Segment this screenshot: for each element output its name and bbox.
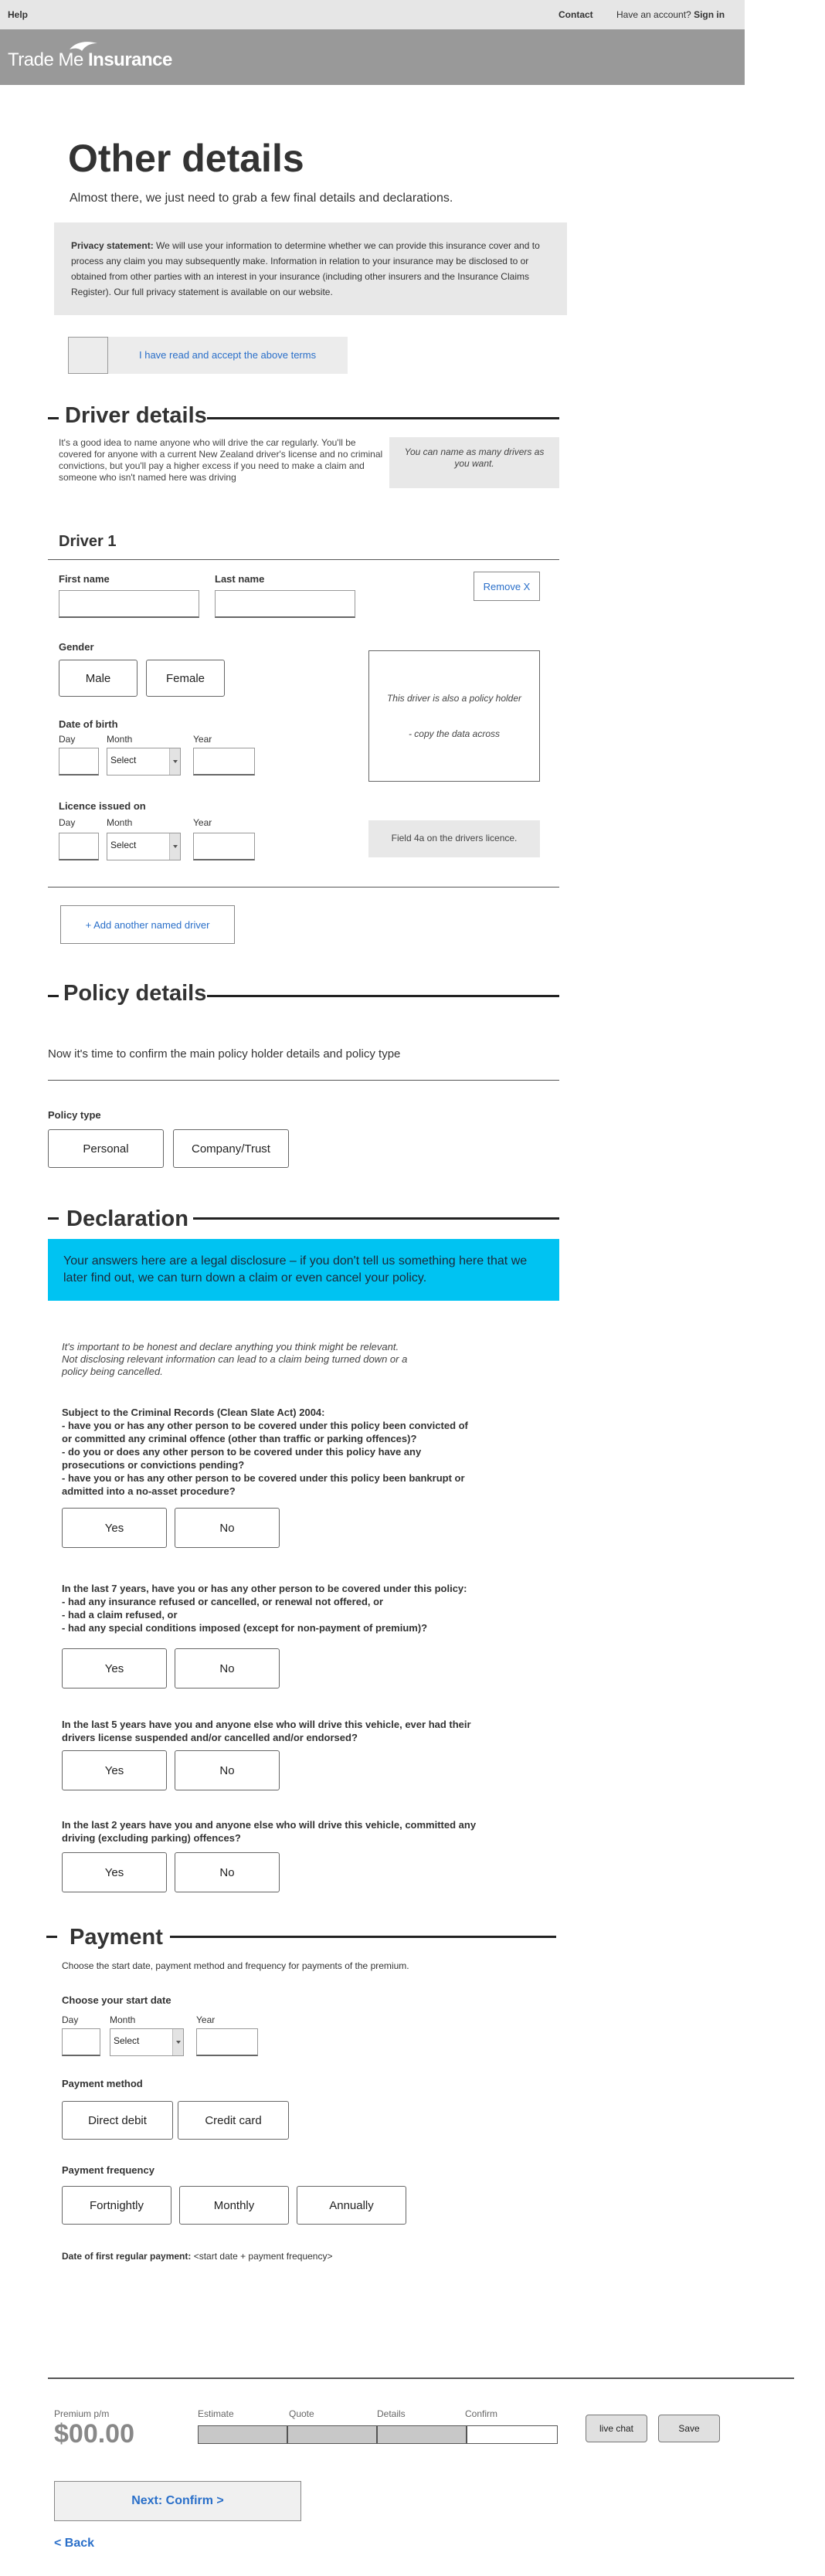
step-estimate-label: Estimate [198, 2408, 234, 2419]
declaration-section-title: Declaration [66, 1207, 188, 1231]
question-driving-offences [62, 1818, 476, 1845]
payment-method-label: Payment method [62, 2078, 143, 2089]
policy-type-label: Policy type [48, 1109, 101, 1121]
legal-disclosure-banner: Your answers here are a legal disclosure – if you don't tell us something here that we later find out, we can turn down a claim or even cancel your policy. [48, 1239, 559, 1301]
policy-section-title: Policy details [63, 981, 207, 1006]
q3-no-button[interactable]: No [175, 1750, 280, 1790]
dob-month-label: Month [107, 734, 133, 745]
policy-holder-line1: This driver is also a policy holder [386, 693, 522, 704]
step-details-label: Details [377, 2408, 406, 2419]
question-line: - had any special conditions imposed (except for non-payment of premium)? [62, 1622, 428, 1634]
remove-driver-button[interactable]: Remove X [474, 572, 540, 601]
question-line: Subject to the Criminal Records (Clean Slate Act) 2004: [62, 1407, 325, 1418]
q4-no-button[interactable]: No [175, 1852, 280, 1892]
q1-no-button[interactable]: No [175, 1508, 280, 1548]
question-criminal-records [62, 1406, 468, 1498]
privacy-statement [54, 222, 567, 315]
first-payment-date [62, 2251, 333, 2262]
progress-step-quote [288, 2426, 378, 2443]
live-chat-button[interactable]: live chat [586, 2415, 647, 2442]
declaration-section-heading [48, 1207, 559, 1237]
gender-female-button[interactable]: Female [146, 660, 225, 697]
licence-day-input[interactable] [59, 833, 99, 860]
licence-year-label: Year [193, 817, 212, 828]
drivers-note: You can name as many drivers as you want. [389, 437, 559, 488]
start-year-label: Year [196, 2014, 216, 2025]
q2-yes-button[interactable]: Yes [62, 1648, 167, 1688]
start-month-label: Month [110, 2014, 136, 2025]
dob-month-value: Select [110, 755, 137, 765]
dob-month-select[interactable] [107, 748, 181, 776]
start-day-label: Day [62, 2014, 79, 2025]
progress-bar [198, 2425, 558, 2444]
start-year-input[interactable] [196, 2028, 258, 2056]
licence-year-input[interactable] [193, 833, 255, 860]
driver-section-heading [48, 403, 559, 434]
terms-label[interactable]: I have read and accept the above terms [139, 349, 317, 361]
question-line: prosecutions or convictions pending? [62, 1459, 245, 1471]
chevron-down-icon [169, 833, 180, 860]
question-line: - have you or has any other person to be covered under this policy been convicted of [62, 1420, 468, 1431]
declaration-intro-line: Not disclosing relevant information can lead to a claim being turned down or a [62, 1353, 408, 1365]
help-link[interactable]: Help [8, 9, 29, 20]
account-prompt [616, 9, 725, 20]
first-payment-value: <start date + payment frequency> [191, 2251, 333, 2262]
fortnightly-button[interactable]: Fortnightly [62, 2186, 171, 2225]
q2-no-button[interactable]: No [175, 1648, 280, 1688]
question-line: admitted into a no-asset procedure? [62, 1485, 236, 1497]
divider [48, 887, 559, 888]
question-line: In the last 7 years, have you or has any other person to be covered under this policy: [62, 1583, 467, 1594]
credit-card-button[interactable]: Credit card [178, 2101, 289, 2140]
question-line: or committed any criminal offence (other than traffic or parking offences)? [62, 1433, 417, 1444]
direct-debit-button[interactable]: Direct debit [62, 2101, 173, 2140]
divider [48, 1080, 559, 1081]
policy-section-heading [48, 981, 559, 1012]
next-confirm-button[interactable]: Next: Confirm > [54, 2481, 301, 2521]
privacy-text: We will use your information to determine whether we can provide this insurance cover and to process any claim you may subsequently make. Information in relation to your insurance may be disclosed to or obtained from other parties with an interest in your insurance (including other insurers and the Insurance Claims Register). Our full privacy statement is available on our website. [71, 240, 540, 297]
question-line: - had any insurance refused or cancelled, or renewal not offered, or [62, 1596, 384, 1607]
dob-day-input[interactable] [59, 748, 99, 776]
declaration-intro [62, 1341, 407, 1378]
question-line: - do you or does any other person to be covered under this policy have any [62, 1446, 422, 1458]
licence-month-value: Select [110, 840, 137, 850]
declaration-intro-line: policy being cancelled. [62, 1366, 163, 1377]
payment-frequency-label: Payment frequency [62, 2164, 154, 2176]
progress-step-details [378, 2426, 467, 2443]
q3-yes-button[interactable]: Yes [62, 1750, 167, 1790]
question-line: - had a claim refused, or [62, 1609, 178, 1621]
dob-label: Date of birth [59, 718, 118, 730]
policy-holder-line2: - copy the data across [408, 728, 501, 739]
footer-divider [48, 2377, 794, 2379]
add-driver-button[interactable]: + Add another named driver [60, 905, 235, 944]
driver-section-title: Driver details [65, 403, 207, 428]
question-line: driving (excluding parking) offences? [62, 1832, 241, 1844]
licence-label: Licence issued on [59, 800, 146, 812]
page-title: Other details [68, 137, 304, 180]
driver-intro: It's a good idea to name anyone who will drive the car regularly. You'll be covered for anyone with a current New Zealand driver's license and no criminal convictions, but you'll pay a higher excess if you need to make a claim and someone who isn't named here was driving [59, 437, 383, 483]
licence-month-select[interactable] [107, 833, 181, 860]
step-quote-label: Quote [289, 2408, 314, 2419]
start-month-value: Select [114, 2035, 140, 2046]
policy-intro: Now it's time to confirm the main policy holder details and policy type [48, 1047, 401, 1061]
first-payment-label: Date of first regular payment: [62, 2251, 192, 2262]
progress-step-estimate [199, 2426, 288, 2443]
start-day-input[interactable] [62, 2028, 100, 2056]
start-date-label: Choose your start date [62, 1994, 171, 2006]
chevron-down-icon [172, 2029, 183, 2055]
monthly-button[interactable]: Monthly [179, 2186, 289, 2225]
question-line: drivers license suspended and/or cancelled and/or endorsed? [62, 1732, 358, 1743]
dob-year-label: Year [193, 734, 212, 745]
contact-link[interactable]: Contact [558, 9, 593, 20]
site-header [0, 29, 745, 85]
annually-button[interactable]: Annually [297, 2186, 406, 2225]
licence-day-label: Day [59, 817, 76, 828]
page-subtitle: Almost there, we just need to grab a few final details and declarations. [70, 192, 453, 205]
payment-section-heading [46, 1925, 556, 1956]
gender-male-button[interactable]: Male [59, 660, 138, 697]
top-bar [0, 0, 745, 29]
payment-section-title: Payment [70, 1925, 163, 1950]
dob-day-label: Day [59, 734, 76, 745]
terms-checkbox[interactable] [68, 337, 108, 374]
policy-type-personal-button[interactable]: Personal [48, 1129, 164, 1168]
q4-yes-button[interactable]: Yes [62, 1852, 167, 1892]
account-prompt-text: Have an account? [616, 9, 691, 20]
divider [48, 559, 559, 560]
premium-value: $00.00 [54, 2419, 134, 2449]
policy-holder-toggle[interactable] [368, 650, 540, 782]
question-line: In the last 5 years have you and anyone else who will drive this vehicle, ever had their [62, 1719, 471, 1730]
logo-text-prefix: Trade Me [8, 49, 83, 70]
question-line: In the last 2 years have you and anyone else who will drive this vehicle, committed any [62, 1819, 477, 1831]
dob-year-input[interactable] [193, 748, 255, 776]
question-licence-suspension [62, 1718, 471, 1744]
step-confirm-label: Confirm [465, 2408, 498, 2419]
first-name-input[interactable] [59, 590, 199, 618]
chevron-down-icon [169, 748, 180, 775]
last-name-input[interactable] [215, 590, 355, 618]
logo-text-bold: Insurance [87, 49, 172, 70]
question-line: - have you or has any other person to be covered under this policy been bankrupt or [62, 1472, 465, 1484]
sign-in-link[interactable]: Sign in [694, 9, 725, 20]
save-button[interactable]: Save [658, 2415, 720, 2442]
site-logo[interactable] [8, 49, 172, 71]
premium-label: Premium p/m [54, 2408, 110, 2419]
declaration-intro-line: It's important to be honest and declare anything you think might be relevant. [62, 1341, 399, 1352]
first-name-label: First name [59, 573, 110, 585]
payment-intro: Choose the start date, payment method and frequency for payments of the premium. [62, 1960, 409, 1971]
policy-type-company-button[interactable]: Company/Trust [173, 1129, 289, 1168]
licence-month-label: Month [107, 817, 133, 828]
start-month-select[interactable] [110, 2028, 184, 2056]
question-insurance-history [62, 1582, 467, 1634]
privacy-label: Privacy statement: [71, 240, 154, 251]
gender-label: Gender [59, 641, 94, 653]
licence-field-note: Field 4a on the drivers licence. [368, 820, 540, 857]
last-name-label: Last name [215, 573, 265, 585]
driver-title: Driver 1 [59, 533, 117, 550]
q1-yes-button[interactable]: Yes [62, 1508, 167, 1548]
back-link[interactable]: < Back [54, 2537, 95, 2550]
